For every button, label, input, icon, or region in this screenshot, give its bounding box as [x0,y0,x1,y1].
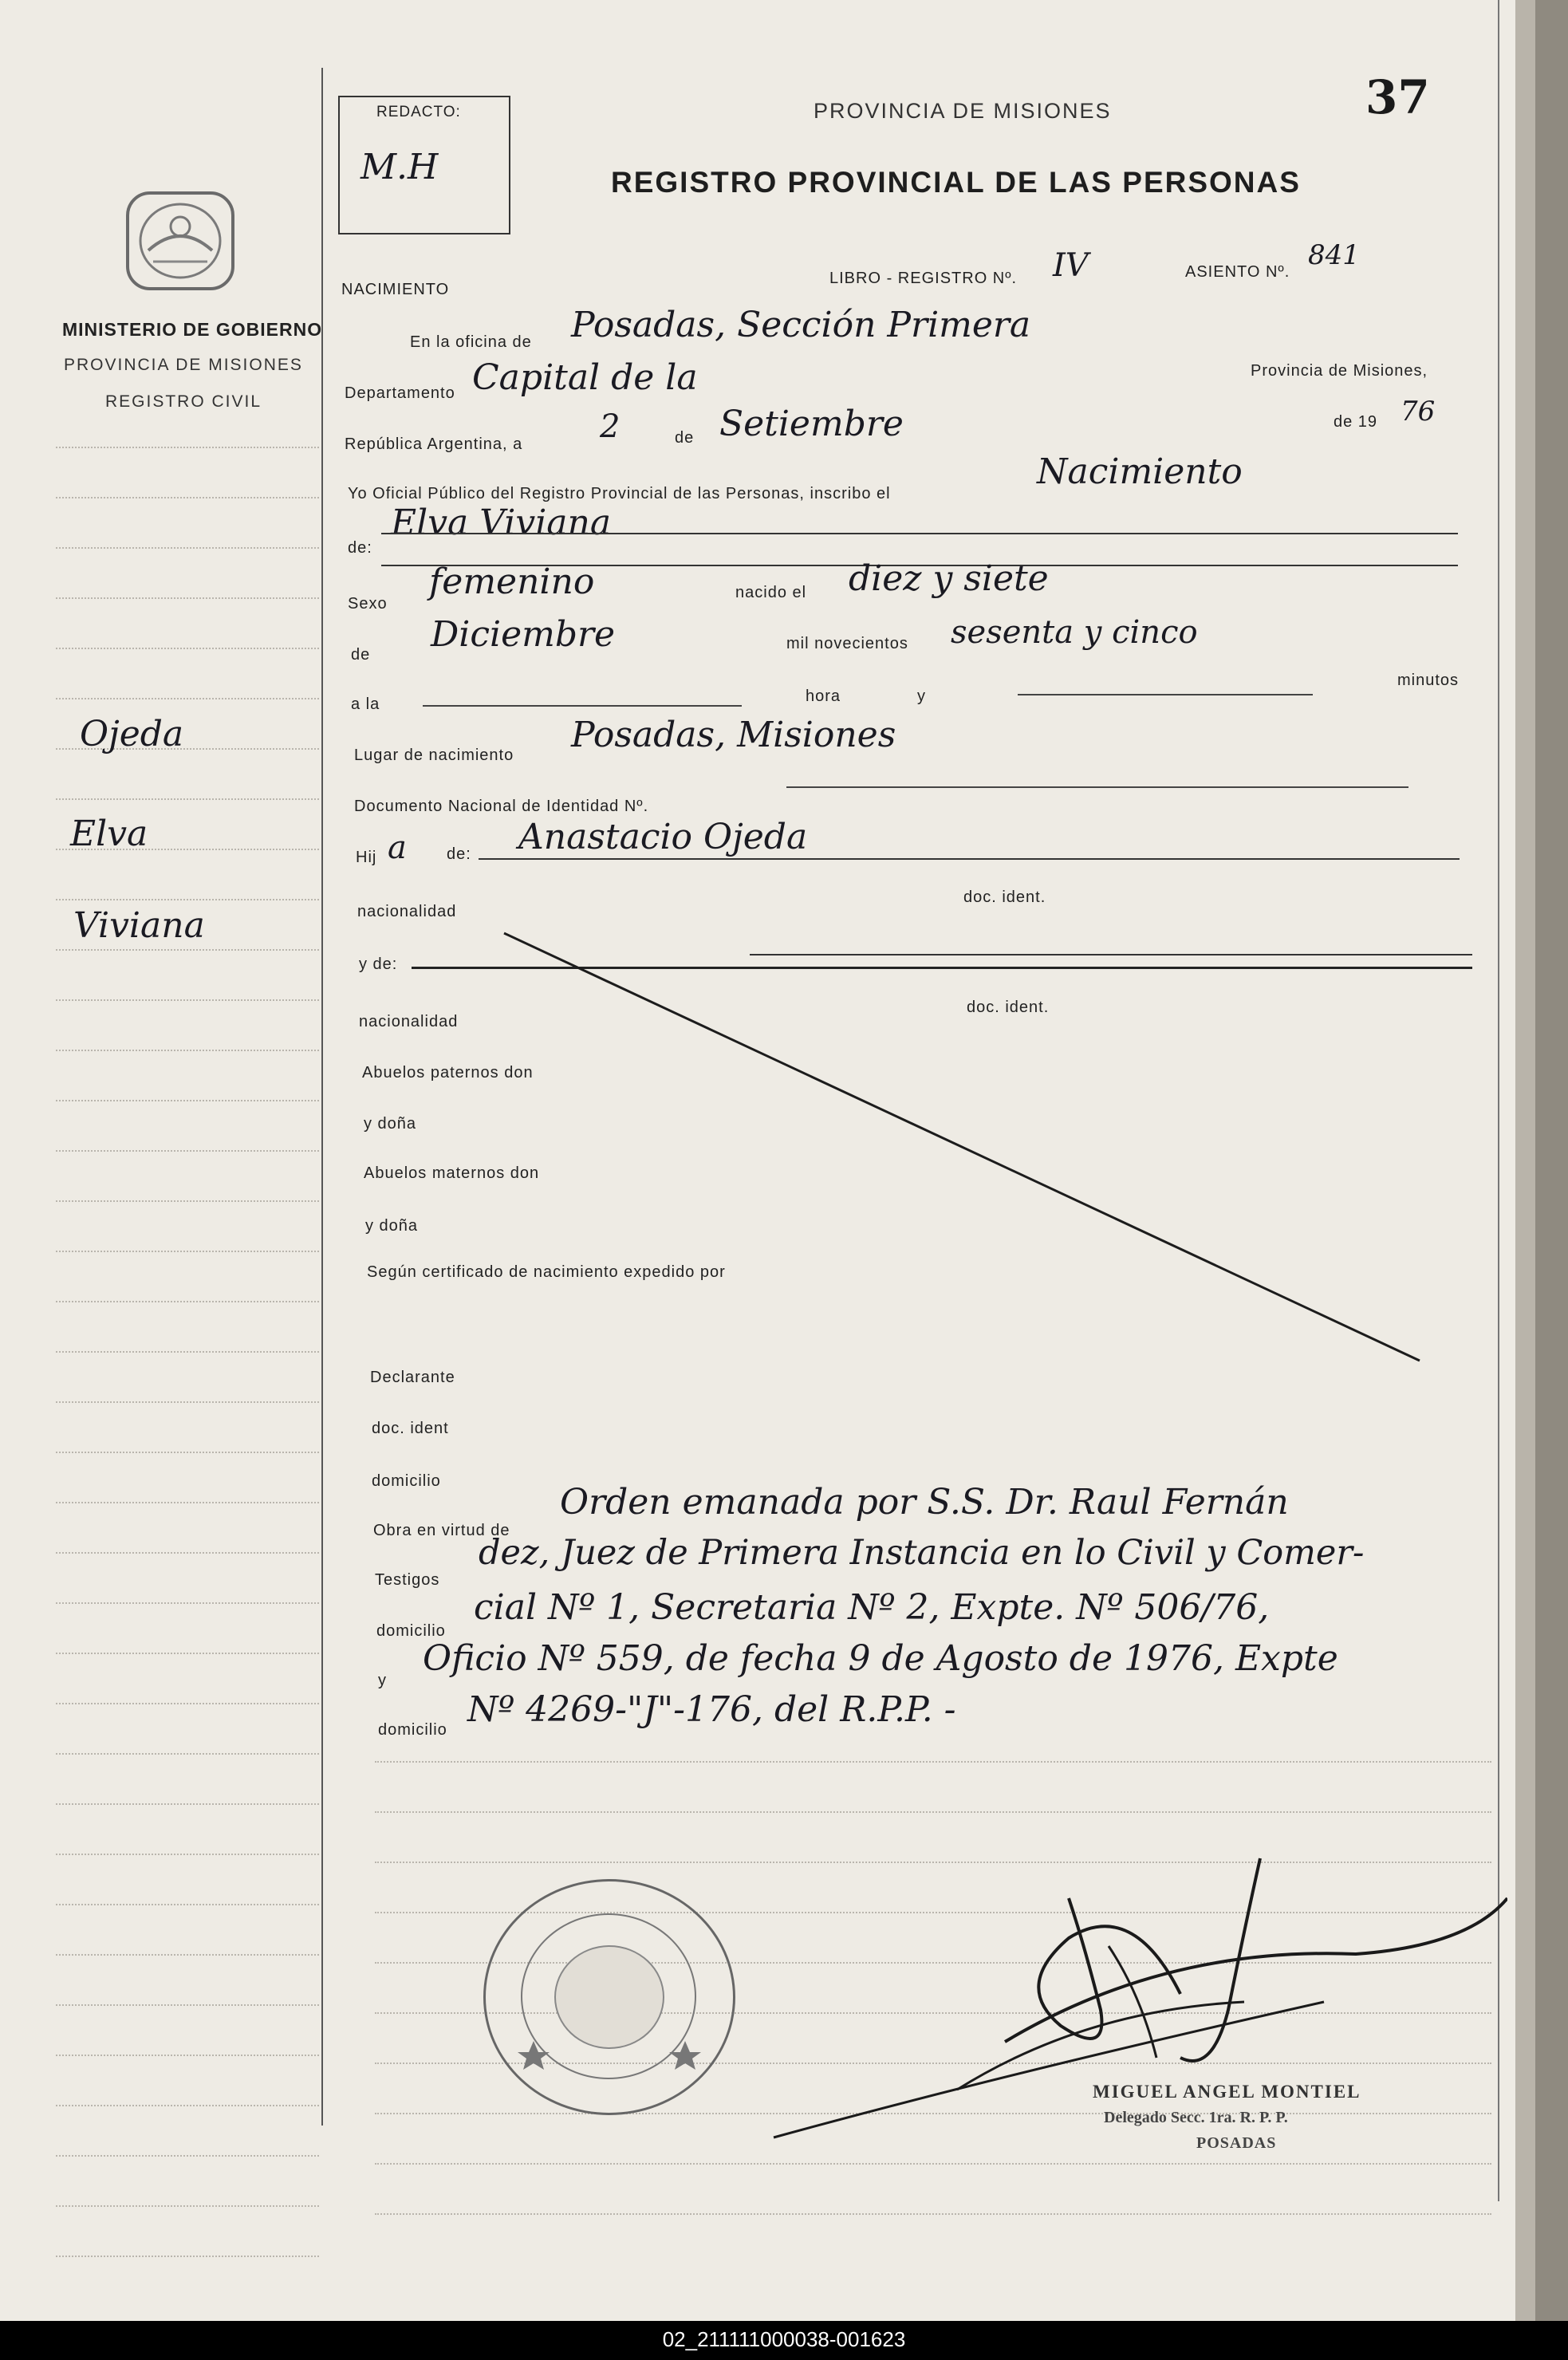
image-caption-bar [0,2321,1568,2360]
stamp-city: POSADAS [1196,2134,1277,2152]
testigos-label: Testigos [375,1571,440,1589]
year-value: 76 [1401,396,1436,427]
de3-label: de [351,646,371,664]
sexo-value: femenino [429,561,595,602]
mil-value: sesenta y cinco [951,614,1198,651]
ministry-line1: MINISTERIO DE GOBIERNO [62,319,323,340]
abuelos-paternos-label: Abuelos paternos don [362,1064,534,1082]
margin-surname: Ojeda [80,714,184,754]
libro-value: IV [1053,247,1089,284]
doc-ident-label: doc. ident. [963,888,1046,906]
image-caption: 02_211111000038-001623 [662,2327,906,2351]
order-line-3: cial Nº 1, Secretaria Nº 2, Expte. Nº 506/76, [474,1587,1270,1628]
domicilio2-label: domicilio [376,1622,446,1640]
registry-title: REGISTRO PROVINCIAL DE LAS PERSONAS [611,166,1301,199]
mil-label: mil novecientos [786,635,908,652]
ala-label: a la [351,695,380,713]
ydona1-label: y doña [364,1115,417,1133]
asiento-label: ASIENTO Nº. [1185,263,1290,281]
hij-label: Hij [356,849,377,866]
dni-label: Documento Nacional de Identidad Nº. [354,798,649,815]
departamento-value: Capital de la [472,357,698,398]
order-line-1: Orden emanada por S.S. Dr. Raul Fernán [560,1482,1289,1523]
stamp-title: Delegado Secc. 1ra. R. P. P. [1104,2109,1288,2126]
redacto-label: REDACTO: [376,104,461,120]
registered-name: Elva Viviana [391,502,612,543]
libro-label: LIBRO - REGISTRO Nº. [829,270,1018,287]
y-label: y [917,688,926,705]
obra-label: Obra en virtud de [373,1522,510,1539]
republica-label: República Argentina, a [345,435,523,453]
lugar-value: Posadas, Misiones [571,715,896,755]
stamp-name: MIGUEL ANGEL MONTIEL [1093,2082,1361,2102]
de2-label: de: [348,539,372,557]
redacto-value: M.H [360,147,439,187]
certificado-label: Según certificado de nacimiento expedido por [367,1263,726,1281]
nacionalidad2-label: nacionalidad [359,1013,459,1030]
yde-label: y de: [359,955,398,973]
province-header: PROVINCIA DE MISIONES [814,99,1112,123]
oficial-value: Nacimiento [1037,451,1243,492]
ministry-line3: REGISTRO CIVIL [105,392,262,411]
ministry-line2: PROVINCIA DE MISIONES [64,356,303,374]
registry-round-seal [483,1879,735,2115]
minutos-label: minutos [1397,672,1460,689]
lugar-label: Lugar de nacimiento [354,747,514,764]
margin-first-name: Elva [70,814,148,854]
nacido-label: nacido el [735,584,807,601]
declarante-label: Declarante [370,1369,455,1386]
sexo-label: Sexo [348,595,388,613]
de-label: de [675,429,695,447]
de4-label: de: [447,845,471,863]
abuelos-maternos-label: Abuelos maternos don [364,1164,540,1182]
parent-name: Anastacio Ojeda [518,817,808,857]
year-label: de 19 [1334,413,1378,431]
order-line-5: Nº 4269-"J"-176, del R.P.P. - [467,1689,956,1730]
month-value: Setiembre [719,404,904,444]
docident3-label: doc. ident [372,1420,449,1437]
hora-label: hora [806,688,841,705]
departamento-label: Departamento [345,384,455,402]
y2-label: y [378,1672,387,1689]
oficina-value: Posadas, Sección Primera [571,305,1031,345]
nacionalidad-label: nacionalidad [357,903,457,920]
book-binding [1535,0,1568,2321]
order-line-4: Oficio Nº 559, de fecha 9 de Agosto de 1976, Expte [423,1638,1338,1679]
ydona2-label: y doña [365,1217,419,1235]
record-type-label: NACIMIENTO [341,281,450,298]
margin-second-name: Viviana [73,905,205,946]
birth-month: Diciembre [431,614,616,655]
nacido-value: diez y siete [849,558,1049,599]
oficial-label: Yo Oficial Público del Registro Provincial de las Personas, inscribo el [348,485,891,502]
domicilio1-label: domicilio [372,1472,441,1490]
hij-suffix: a [388,829,407,866]
page-number: 37 [1365,70,1430,124]
order-line-2: dez, Juez de Primera Instancia en lo Civil y Comer- [479,1533,1365,1573]
domicilio3-label: domicilio [378,1721,447,1739]
provincia-label: Provincia de Misiones, [1251,362,1428,380]
doc-ident2-label: doc. ident. [967,999,1050,1016]
asiento-value: 841 [1308,239,1360,271]
oficina-label: En la oficina de [410,333,532,351]
day-value: 2 [600,408,621,445]
